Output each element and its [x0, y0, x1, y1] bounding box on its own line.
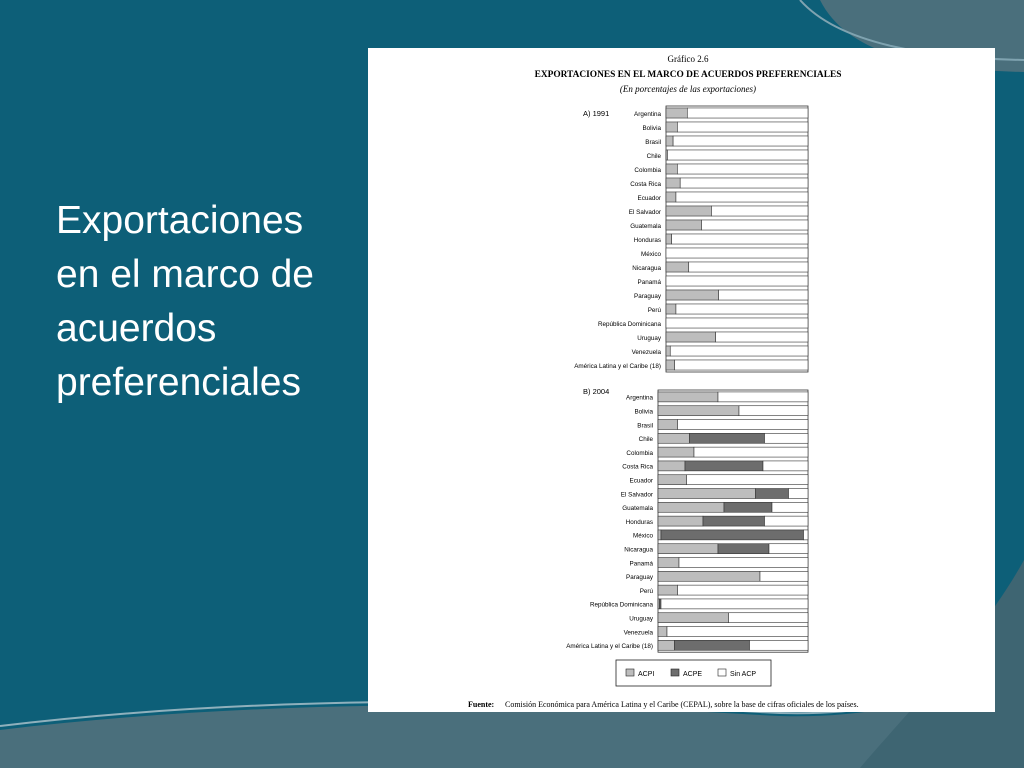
bar-sin-acp-america-latina-y-el-caribe-18 — [750, 640, 809, 650]
bar-acpi-nicaragua — [666, 262, 689, 272]
bar-sin-acp-colombia — [694, 447, 808, 457]
chart-svg — [368, 48, 995, 712]
category-label-paraguay: Paraguay — [634, 292, 661, 300]
bar-acpi-costa-rica — [658, 461, 685, 471]
bar-acpi-bolivia — [666, 122, 677, 132]
bar-row-republica-dominicana — [598, 318, 808, 328]
bar-acpi-brasil — [658, 420, 678, 430]
bar-row-republica-dominicana — [590, 599, 808, 609]
bar-acpi-colombia — [666, 164, 677, 174]
bar-acpi-paraguay — [658, 571, 760, 581]
bar-row-costa-rica — [622, 461, 808, 471]
panel-b-2004 — [566, 387, 808, 652]
category-label-mexico: México — [641, 250, 661, 258]
category-label-mexico: México — [633, 532, 653, 540]
category-label-costa-rica: Costa Rica — [630, 180, 661, 188]
category-label-republica-dominicana: República Dominicana — [589, 601, 653, 609]
bar-row-paraguay — [634, 290, 808, 300]
category-label-panama: Panamá — [637, 278, 661, 286]
bar-row-uruguay — [629, 613, 808, 623]
chart-source-text: Comisión Económica para América Latina y el Caribe (CEPAL), sobre la base de cifras oficiales de los países. — [505, 700, 859, 709]
bar-sin-acp-ecuador — [676, 192, 808, 202]
bar-sin-acp-nicaragua — [769, 544, 808, 554]
category-label-chile: Chile — [646, 152, 661, 160]
bar-row-honduras — [626, 516, 808, 526]
bar-acpe-mexico — [661, 530, 804, 540]
bar-sin-acp-mexico — [666, 248, 808, 258]
chart-panels — [566, 106, 808, 652]
bar-row-chile — [639, 433, 808, 443]
category-label-peru: Perú — [647, 306, 661, 314]
bar-sin-acp-panama — [666, 276, 808, 286]
bar-sin-acp-chile — [667, 150, 808, 160]
bar-row-ecuador — [638, 192, 808, 202]
bar-sin-acp-republica-dominicana — [666, 318, 808, 328]
bar-row-panama — [638, 276, 808, 286]
bar-sin-acp-panama — [679, 558, 808, 568]
category-label-brasil: Brasil — [645, 138, 661, 146]
bar-sin-acp-costa-rica — [763, 461, 808, 471]
bar-acpi-peru — [666, 304, 676, 314]
bar-row-venezuela — [632, 346, 808, 356]
bar-acpe-guatemala — [724, 502, 772, 512]
bar-sin-acp-argentina — [718, 392, 808, 402]
chart-source-label: Fuente: — [468, 700, 495, 709]
category-label-venezuela: Venezuela — [631, 348, 661, 356]
bar-row-ecuador — [630, 475, 808, 485]
legend-swatch-acpi — [626, 669, 634, 676]
category-label-ecuador: Ecuador — [629, 477, 653, 485]
bar-acpe-nicaragua — [718, 544, 769, 554]
category-label-uruguay: Uruguay — [629, 615, 653, 623]
bar-row-colombia — [626, 447, 808, 457]
bar-sin-acp-america-latina-y-el-caribe-18 — [675, 360, 808, 370]
bar-sin-acp-ecuador — [687, 475, 809, 485]
bar-acpe-america-latina-y-el-caribe-18 — [675, 640, 750, 650]
category-label-honduras: Honduras — [625, 518, 653, 526]
bar-row-peru — [648, 304, 808, 314]
category-label-chile: Chile — [638, 436, 653, 444]
category-label-nicaragua: Nicaragua — [624, 546, 653, 554]
bar-sin-acp-venezuela — [667, 627, 808, 637]
category-label-brasil: Brasil — [637, 422, 653, 430]
panel-a-1991 — [574, 106, 808, 372]
category-label-ecuador: Ecuador — [637, 194, 661, 202]
bar-sin-acp-peru — [676, 304, 808, 314]
legend-label-acpi: ACPI — [638, 671, 655, 678]
category-label-el-salvador: El Salvador — [620, 491, 653, 499]
bar-row-guatemala — [630, 220, 808, 230]
category-label-argentina: Argentina — [634, 110, 661, 118]
chart-title: EXPORTACIONES EN EL MARCO DE ACUERDOS PREFERENCIALES — [534, 70, 842, 80]
bar-acpe-honduras — [703, 516, 765, 526]
legend-swatch-sin-acp — [718, 669, 726, 676]
bar-acpi-argentina — [666, 108, 687, 118]
bar-row-america-latina-y-el-caribe-18 — [574, 360, 808, 370]
bar-acpi-peru — [658, 585, 678, 595]
bar-acpi-panama — [658, 558, 679, 568]
panel-label: A) 1991 — [583, 109, 610, 118]
bar-acpe-chile — [690, 433, 765, 443]
bar-row-argentina — [634, 108, 808, 118]
bar-acpi-paraguay — [666, 290, 719, 300]
bar-row-paraguay — [626, 571, 808, 581]
bar-acpi-el-salvador — [666, 206, 711, 216]
bar-row-chile — [647, 150, 808, 160]
legend-swatch-acpe — [671, 669, 679, 676]
bar-sin-acp-paraguay — [760, 571, 808, 581]
slide-title — [56, 194, 356, 410]
category-label-nicaragua: Nicaragua — [632, 264, 661, 272]
category-label-colombia: Colombia — [634, 166, 661, 174]
category-label-republica-dominicana: República Dominicana — [597, 320, 661, 328]
category-label-bolivia: Bolivia — [642, 124, 661, 132]
chart-subtitle: (En porcentajes de las exportaciones) — [619, 84, 757, 94]
chart-figure — [368, 48, 995, 712]
bar-sin-acp-argentina — [687, 108, 808, 118]
bar-row-brasil — [645, 136, 808, 146]
bar-row-mexico — [633, 530, 808, 540]
panel-label: B) 2004 — [583, 387, 610, 396]
bar-row-nicaragua — [624, 544, 808, 554]
category-label-colombia: Colombia — [626, 449, 653, 457]
category-label-uruguay: Uruguay — [637, 334, 661, 342]
bar-acpi-uruguay — [658, 613, 729, 623]
bar-sin-acp-bolivia — [677, 122, 808, 132]
category-label-el-salvador: El Salvador — [628, 208, 661, 216]
bar-sin-acp-colombia — [677, 164, 808, 174]
slide-title-line-1: Exportaciones — [56, 199, 304, 242]
chart-legend — [616, 660, 771, 686]
bar-sin-acp-venezuela — [670, 346, 808, 356]
bar-acpi-honduras — [658, 516, 703, 526]
bar-sin-acp-uruguay — [716, 332, 808, 342]
bar-row-bolivia — [642, 122, 808, 132]
bar-row-uruguay — [637, 332, 808, 342]
category-label-costa-rica: Costa Rica — [622, 463, 653, 471]
bar-sin-acp-peru — [678, 585, 809, 595]
bar-row-guatemala — [622, 502, 808, 512]
bar-sin-acp-republica-dominicana — [661, 599, 808, 609]
bar-sin-acp-mexico — [804, 530, 809, 540]
bar-acpi-honduras — [666, 234, 672, 244]
bar-sin-acp-honduras — [765, 516, 809, 526]
bar-row-bolivia — [634, 406, 808, 416]
bar-acpi-ecuador — [666, 192, 676, 202]
bar-acpi-america-latina-y-el-caribe-18 — [666, 360, 675, 370]
bar-row-argentina — [626, 392, 808, 402]
bar-sin-acp-bolivia — [739, 406, 808, 416]
bar-sin-acp-costa-rica — [680, 178, 808, 188]
bar-acpi-colombia — [658, 447, 694, 457]
bar-sin-acp-honduras — [672, 234, 808, 244]
legend-label-acpe: ACPE — [683, 671, 703, 678]
bar-sin-acp-nicaragua — [689, 262, 808, 272]
bar-acpi-brasil — [666, 136, 673, 146]
bar-acpi-nicaragua — [658, 544, 718, 554]
bar-row-honduras — [634, 234, 808, 244]
category-label-argentina: Argentina — [626, 394, 653, 402]
bar-acpi-argentina — [658, 392, 718, 402]
category-label-guatemala: Guatemala — [630, 222, 661, 230]
bar-acpi-el-salvador — [658, 489, 756, 499]
bar-sin-acp-guatemala — [772, 502, 808, 512]
category-label-peru: Perú — [639, 587, 653, 595]
bar-acpi-venezuela — [666, 346, 670, 356]
bar-sin-acp-brasil — [673, 136, 808, 146]
bar-row-venezuela — [624, 627, 808, 637]
category-label-bolivia: Bolivia — [634, 408, 653, 416]
category-label-venezuela: Venezuela — [623, 629, 653, 637]
bar-acpi-guatemala — [658, 502, 724, 512]
bar-acpi-guatemala — [666, 220, 702, 230]
bar-row-el-salvador — [621, 489, 808, 499]
bar-row-nicaragua — [632, 262, 808, 272]
bar-sin-acp-uruguay — [729, 613, 809, 623]
bar-row-america-latina-y-el-caribe-18 — [566, 640, 808, 650]
category-label-guatemala: Guatemala — [622, 505, 653, 513]
bar-row-costa-rica — [630, 178, 808, 188]
bar-sin-acp-chile — [765, 433, 809, 443]
category-label-america-latina-y-el-caribe-18: América Latina y el Caribe (18) — [574, 362, 661, 370]
category-label-panama: Panamá — [629, 560, 653, 568]
bar-row-brasil — [637, 420, 808, 430]
bar-sin-acp-el-salvador — [711, 206, 808, 216]
bar-sin-acp-brasil — [678, 420, 809, 430]
bar-acpe-el-salvador — [756, 489, 789, 499]
bar-acpi-uruguay — [666, 332, 716, 342]
category-label-paraguay: Paraguay — [626, 574, 653, 582]
category-label-america-latina-y-el-caribe-18: América Latina y el Caribe (18) — [566, 643, 653, 651]
bar-acpe-costa-rica — [685, 461, 763, 471]
slide-title-line-3: acuerdos — [56, 307, 217, 350]
bar-row-mexico — [641, 248, 808, 258]
bar-row-el-salvador — [629, 206, 808, 216]
chart-label: Gráfico 2.6 — [667, 54, 709, 64]
bar-sin-acp-el-salvador — [789, 489, 809, 499]
legend-label-sin-acp: Sin ACP — [730, 671, 757, 678]
bar-row-panama — [630, 558, 808, 568]
slide-title-line-4: preferenciales — [56, 361, 301, 404]
bar-acpi-venezuela — [658, 627, 667, 637]
bar-sin-acp-guatemala — [702, 220, 809, 230]
bar-acpi-ecuador — [658, 475, 687, 485]
slide-title-line-2: en el marco de — [56, 253, 314, 296]
bar-acpi-bolivia — [658, 406, 739, 416]
bar-sin-acp-paraguay — [719, 290, 808, 300]
bar-row-peru — [640, 585, 808, 595]
category-label-honduras: Honduras — [633, 236, 661, 244]
bar-acpi-chile — [658, 433, 690, 443]
bar-acpi-america-latina-y-el-caribe-18 — [658, 640, 675, 650]
bar-acpi-mexico — [658, 530, 661, 540]
bar-acpi-costa-rica — [666, 178, 680, 188]
bar-row-colombia — [634, 164, 808, 174]
